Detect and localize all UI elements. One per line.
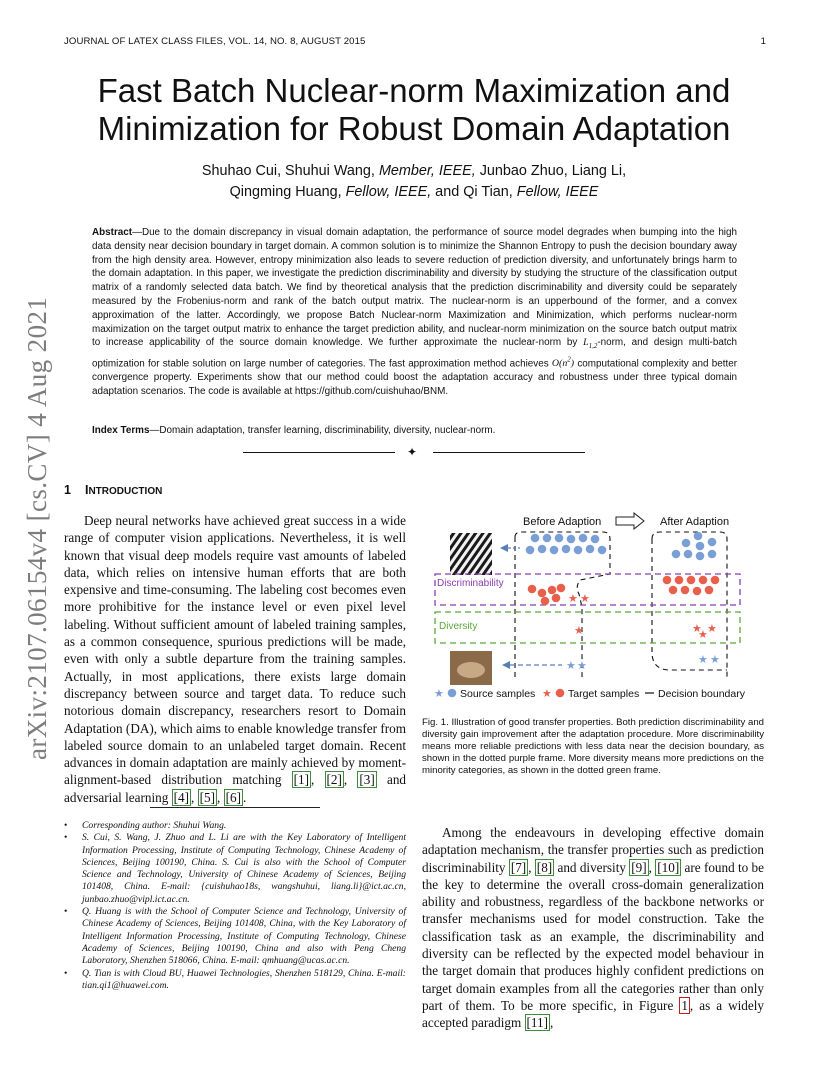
section-number: 1 xyxy=(64,483,71,497)
citation-link[interactable]: [6] xyxy=(225,789,242,805)
legend-source-label: Source samples xyxy=(460,688,536,700)
citation-link[interactable]: [5] xyxy=(199,789,216,805)
citation-link[interactable]: [2] xyxy=(326,772,342,788)
intro-paragraph-2 xyxy=(422,824,764,1032)
paragraph-text: . xyxy=(243,789,247,805)
target-star-before: ★ xyxy=(574,624,584,637)
figure-caption: Fig. 1. Illustration of good transfer properties. Both prediction discriminability and diversity gain improvement after the adaptation procedure. More discriminability means more reliable predictions with less data near the decision boundary, as shown in the dotted purple frame. More diversity means more predictions on the minority categories, as shown in the dotted green frame. xyxy=(422,717,764,777)
citation-link[interactable]: [11] xyxy=(526,1015,548,1031)
paragraph-text: , xyxy=(343,772,358,788)
divider-line xyxy=(433,452,585,453)
author-names: Junbao Zhuo, Liang Li, xyxy=(475,163,627,179)
author-affiliation: Member, IEEE, xyxy=(378,163,476,179)
author-affiliation: Fellow, IEEE, xyxy=(345,184,432,200)
section-heading xyxy=(64,483,162,497)
author-affiliation: Fellow, IEEE xyxy=(516,184,599,200)
footnote-item: • S. Cui, S. Wang, J. Zhuo and L. Li are with the Key Laboratory of Intelligent Information Processing, Institute of Computing Technology, Chinese Academy of Sciences, Beijing 100190, China. S. Cui is also with the School of Computer Science and Technology, University of Chinese Academy of Sciences, Beijing 101408, China. E-mail: {cuishuhao18s, wangshuhui, liang.li}@ict.ac.cn, junbao.zhuo@vipl.ict.ac.cn. xyxy=(64,832,406,906)
abstract-text: computational complexity and better convergence property. Experiments show that our method could boost the adaptation accuracy and robustness under three typical domain adaptation scenarios. The code is available at https://github.com/cuishuhao/BNM. xyxy=(92,358,737,398)
authors-line-2 xyxy=(60,182,768,203)
author-list xyxy=(60,161,768,203)
index-terms-text: —Domain adaptation, transfer learning, discriminability, diversity, nuclear-norm. xyxy=(149,425,496,436)
title-line-2: Minimization for Robust Domain Adaptation xyxy=(97,110,731,147)
citation-link[interactable]: [7] xyxy=(510,859,527,875)
journal-header: JOURNAL OF LATEX CLASS FILES, VOL. 14, NO. 8, AUGUST 2015 xyxy=(64,36,366,47)
zebra-image xyxy=(450,533,492,575)
footnote-item: • Corresponding author: Shuhui Wang. xyxy=(64,820,406,832)
svg-text:★: ★ xyxy=(698,653,708,666)
legend-boundary-label: Decision boundary xyxy=(658,688,745,700)
footnote-rule xyxy=(150,807,320,808)
paragraph-text: , as a widely accepted paradigm xyxy=(422,997,764,1031)
legend-target-label: Target samples xyxy=(568,688,640,700)
title-line-1: Fast Batch Nuclear-norm Maximization and xyxy=(97,72,731,109)
divider-line xyxy=(243,452,395,453)
section-title-initial: I xyxy=(84,483,89,497)
author-names: Shuhao Cui, Shuhui Wang, xyxy=(201,163,379,179)
section-divider xyxy=(243,445,585,459)
running-head xyxy=(64,36,766,47)
footnote-item: • Q. Huang is with the School of Computer Science and Technology, University of Chinese Academy of Sciences, Beijing 101408, China, with the Key Laboratory of Intelligent Information Processing, Institute of Computing Technology, Chinese Academy of Sciences, Beijing 100190, China and also with Peng Cheng Laboratory, Shenzhen 518066, China. E-mail: qmhuang@ucas.ac.cn. xyxy=(64,906,406,967)
after-adaption-label: After Adaption xyxy=(660,516,730,528)
target-star-icon: ★ xyxy=(542,687,552,700)
abstract xyxy=(92,226,737,399)
paragraph-text: Deep neural networks have achieved great success in a wide range of computer vision applications. Nevertheless, it is well known that visual deep models require vast amounts of labeled data, which relies on intensive human efforts that are both expensive and time-consuming. The labeling cost becomes even more prohibitive for the instance level or even pixel level labeling. Without sufficient amount of labeled training samples, as a common consequence, spurious predictions will be made, even with only a subtle departure from the training samples. Actually, in most applications, there exists large domain discrepancy between source and target data. To reduce such notorious domain discrepancy, researchers resort to Domain Adaptation (DA), which aims to enable knowledge transfer from labeled source domain to an unlabeled target domain. Recent advances in domain adaptation are mainly achieved by moment-alignment-based distribution matching xyxy=(64,513,406,788)
figure-1 xyxy=(430,512,760,707)
author-names: Qingming Huang, xyxy=(229,184,346,200)
math-superscript: 2 xyxy=(567,356,571,365)
math-symbol: ) xyxy=(570,358,575,370)
intro-paragraph-1 xyxy=(64,512,406,806)
math-symbol: L xyxy=(583,337,589,349)
target-samples-after xyxy=(663,576,720,596)
paragraph-text: and adversarial learning xyxy=(64,772,407,805)
svg-text:★: ★ xyxy=(566,659,576,672)
source-arrow-top xyxy=(500,544,520,552)
figure-illustration xyxy=(430,512,760,707)
paragraph-text: , xyxy=(217,789,224,805)
math-symbol: O(n xyxy=(551,358,568,370)
paragraph-text: Among the endeavours in developing effective domain adaptation mechanism, the transfer properties such as prediction discriminability xyxy=(422,825,764,875)
diversity-label: Diversity xyxy=(439,621,478,632)
source-stars-after xyxy=(698,653,720,666)
svg-text:★: ★ xyxy=(707,622,717,635)
source-samples-before xyxy=(526,534,607,555)
index-terms xyxy=(92,424,737,437)
abstract-label: Abstract xyxy=(92,227,133,238)
index-terms-label: Index Terms xyxy=(92,425,150,436)
footnotes xyxy=(64,820,406,992)
authors-line-1 xyxy=(60,161,768,182)
paragraph-text: are found to be the key to determine the overall cross-domain generalization ability and robustness, regardless of the backbone networks or transfer mechanisms used for model construction. Take the classification task as an example, the discriminability and diversity can be reflected by the expected model behaviour in the target domain that produces highly confident predictions on target domain examples from all the categories rather than only part of them. To be more specific, in Figure xyxy=(422,859,765,1013)
paragraph-text: , xyxy=(648,859,656,875)
svg-text:★: ★ xyxy=(692,622,702,635)
arxiv-stamp xyxy=(22,290,52,760)
target-stars-after xyxy=(692,622,717,641)
paper-title xyxy=(60,72,768,148)
citation-link[interactable]: [4] xyxy=(173,789,190,805)
paragraph-text: , xyxy=(550,1015,554,1031)
math-subscript: 1,2 xyxy=(588,342,598,351)
svg-text:★: ★ xyxy=(577,659,587,672)
author-names: and Qi Tian, xyxy=(431,184,517,200)
discriminability-label: Discriminability xyxy=(437,578,504,589)
diamond-icon: ✦ xyxy=(407,445,418,459)
math-l12 xyxy=(583,337,598,351)
abstract-text: -norm, and design multi-batch optimization for stable solution on large number of categories. The fast approximation method achieves xyxy=(92,337,737,370)
target-dot-icon xyxy=(556,689,565,698)
source-samples-after xyxy=(672,532,717,561)
paragraph-text: , xyxy=(528,859,535,875)
target-samples-before xyxy=(528,584,590,606)
citation-link[interactable]: [3] xyxy=(359,772,375,788)
source-star-icon: ★ xyxy=(434,687,444,700)
abstract-text: —Due to the domain discrepancy in visual domain adaptation, the performance of source model degrades when bumping into the high data density near decision boundary in target domain. A common solution is to minimize the Shannon Entropy to push the decision boundary away from the high density area. However, entropy minimization also leads to severe reduction of prediction diversity, and unfortunately brings harm to the domain adaptation. In this paper, we investigate the prediction discriminability and diversity by studying the structure of the classification output matrix of a randomly selected data batch. We find by theoretical analysis that the prediction discriminability and diversity could be separately measured by the Frobenius-norm and rank of the batch output matrix. The nuclear-norm is an upperbound of the former, and a convex approximation of the latter. Accordingly, we propose Batch Nuclear-norm Maximization and Minimization, which performs nuclear-norm maximization on the target output matrix to enhance the target prediction ability, and nuclear-norm minimization on the source batch output matrix to increase applicability of the source domain knowledge. We further approximate the nuclear-norm by xyxy=(92,227,737,349)
paragraph-text: and diversity xyxy=(554,859,630,875)
math-complexity xyxy=(552,358,574,369)
source-dot-icon xyxy=(448,689,457,698)
section-title-rest: NTRODUCTION xyxy=(88,486,163,497)
arrow-icon xyxy=(616,513,644,529)
citation-link[interactable]: [8] xyxy=(536,859,553,875)
footnote-item: • Q. Tian is with Cloud BU, Huawei Technologies, Shenzhen 518129, China. E-mail: tian.qi1@huawei.com. xyxy=(64,968,406,993)
svg-text:★: ★ xyxy=(568,592,578,605)
source-stars-before xyxy=(566,659,587,672)
paragraph-text: , xyxy=(311,772,325,788)
before-adaption-label: Before Adaption xyxy=(523,516,602,528)
svg-text:★: ★ xyxy=(698,628,708,641)
citation-link[interactable]: [1] xyxy=(293,772,310,788)
svg-text:★: ★ xyxy=(580,592,590,605)
page-number: 1 xyxy=(760,36,766,47)
paragraph-text: , xyxy=(191,789,198,805)
source-arrow-bottom xyxy=(502,661,562,669)
svg-text:★: ★ xyxy=(710,653,720,666)
citation-link[interactable]: [9] xyxy=(631,859,647,875)
figure-reference-link[interactable]: 1 xyxy=(681,997,688,1013)
figure-legend xyxy=(434,687,746,700)
arxiv-identifier: arXiv:2107.06154v4 [cs.CV] 4 Aug 2021 xyxy=(22,296,52,760)
citation-link[interactable]: [10] xyxy=(657,859,680,875)
